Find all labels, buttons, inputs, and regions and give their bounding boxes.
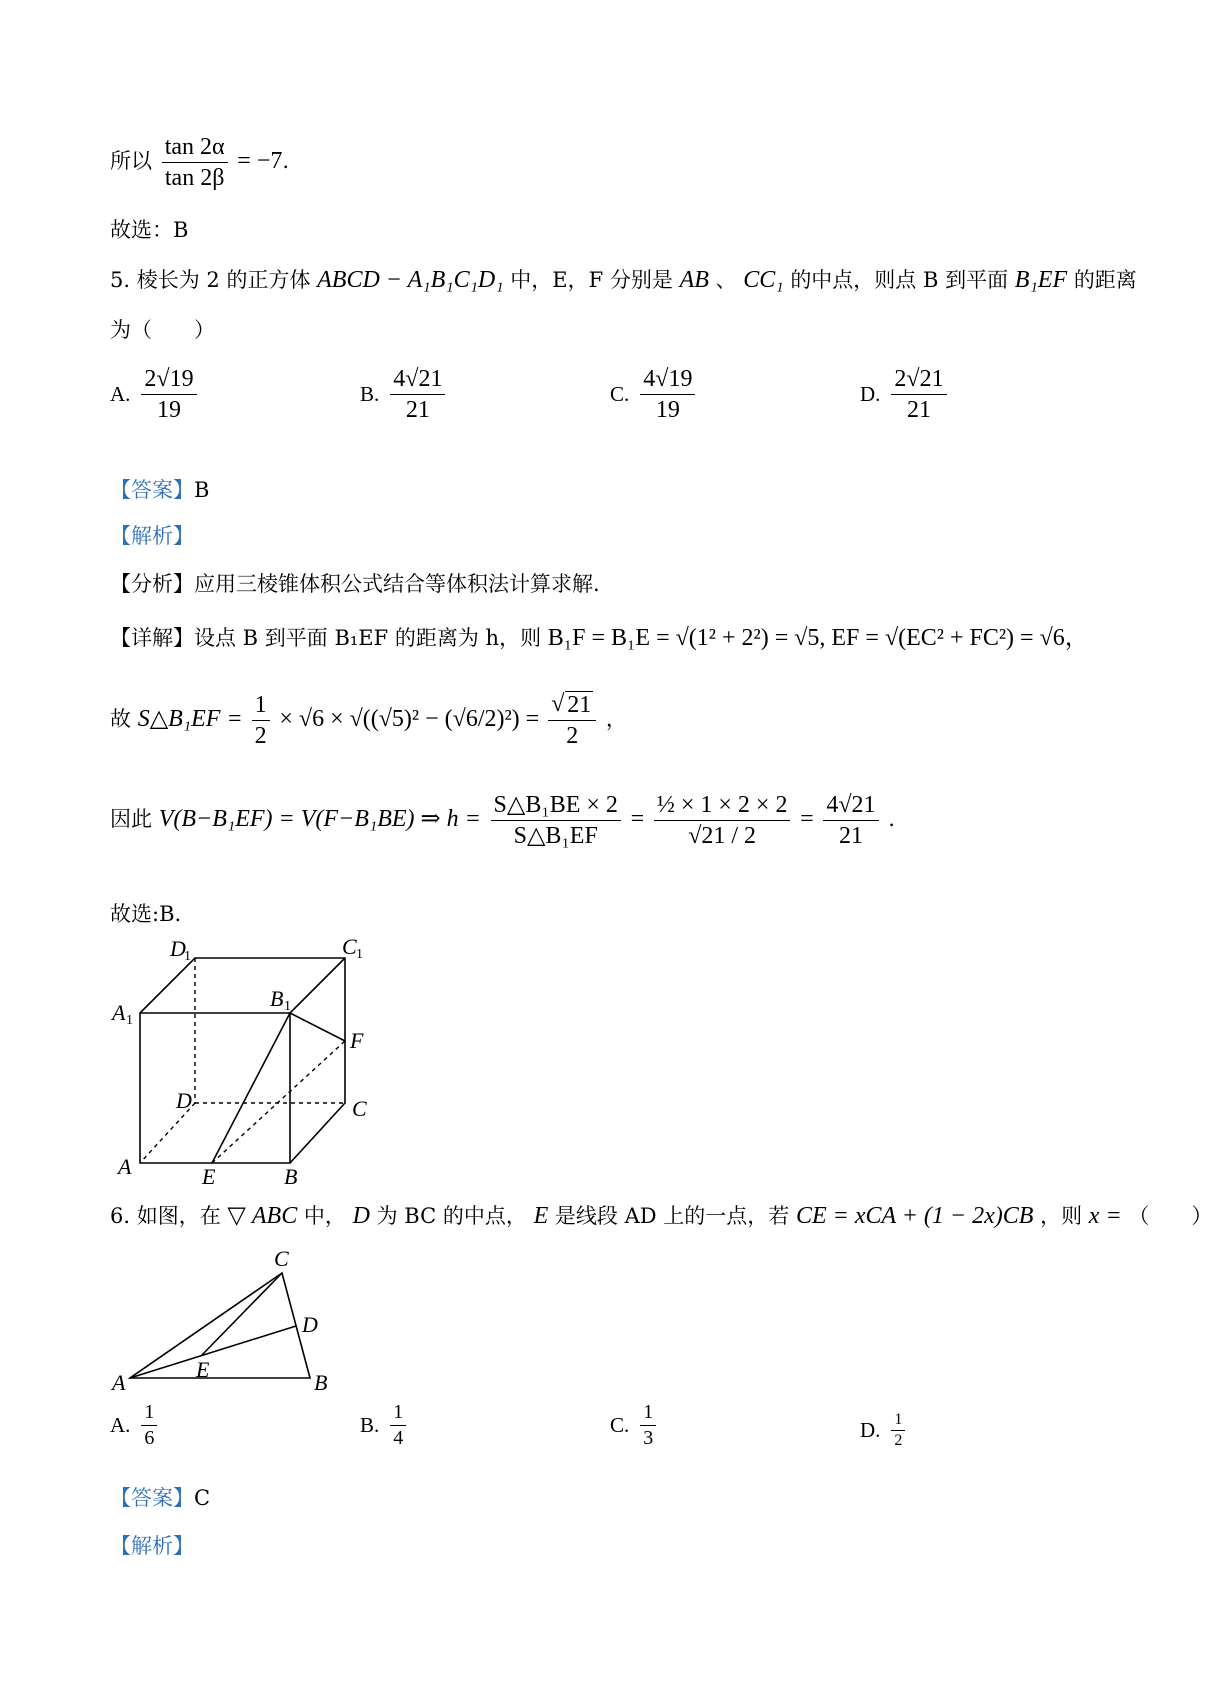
q5-volume-equation: 因此 V(B−B₁EF) = V(F−B₁BE) ⇒ h = $\frac{\text{S△B₁BE × 2}}{\text{S△B₁EF}}$ = $\frac{\text{½ × 1 × 2 × 2}}{√21 / 2}$ = $\frac{4√21}{21}$ .: [110, 792, 895, 849]
q6-answer-line: 【答案】C: [110, 1486, 211, 1510]
svg-text:1: 1: [284, 999, 291, 1014]
q6-option-c[interactable]: C. $\frac{1}{3}$: [610, 1400, 659, 1451]
label-e: E: [202, 1164, 216, 1189]
svg-text:1: 1: [356, 947, 363, 962]
q5-option-d[interactable]: D. $\frac{2√21}{21}$: [860, 364, 950, 425]
label-b: B: [284, 1164, 298, 1189]
q6-option-a[interactable]: A. $\frac{1}{6}$: [110, 1400, 160, 1451]
label-d1: D: [170, 936, 186, 961]
q6-option-d[interactable]: D. $\frac{1}{2}$: [860, 1410, 908, 1451]
q5-option-c[interactable]: C. $\frac{4√19}{19}$: [610, 364, 698, 425]
label-c: C: [352, 1096, 367, 1121]
prev-result-line: 所以 $\frac{\tan 2\alpha}{\tan 2\beta}$ = −7.: [110, 134, 290, 191]
tri-label-c: C: [274, 1246, 289, 1271]
q5-detail-line: 【详解】设点 B 到平面 B₁EF 的距离为 h，则 B₁F = B₁E = √(1² + 2²) = √5, EF = √(EC² + FC²) = √6，: [110, 625, 1089, 651]
q6-option-b[interactable]: B. $\frac{1}{4}$: [360, 1400, 409, 1451]
q5-option-a[interactable]: A. $\frac{2√19}{19}$: [110, 364, 200, 425]
q5-answer-line: 【答案】B: [110, 478, 210, 502]
tri-label-e: E: [196, 1357, 210, 1382]
q5-choose-line: 故选:B.: [110, 902, 182, 926]
triangle-abc: [130, 1273, 310, 1378]
q5-analysis-tag: 【解析】: [110, 524, 194, 548]
hidden-segment-ef: [212, 1041, 345, 1163]
cube-front-face: [140, 1013, 290, 1163]
triangle-figure: [110, 1248, 360, 1398]
svg-text:1: 1: [184, 949, 191, 964]
svg-text:1: 1: [126, 1013, 133, 1028]
cube-edge-b1c1: [290, 958, 345, 1013]
q5-stem-line1: 5. 棱长为 2 的正方体 ABCD − A₁B₁C₁D₁ 中，E，F 分别是 AB 、 CC₁ 的中点，则点 B 到平面 B₁EF 的距离: [110, 267, 1137, 293]
segment-b1f: [290, 1013, 345, 1041]
tan-ratio-fraction: $\frac{\tan 2\alpha}{\tan 2\beta}$: [162, 132, 228, 193]
label-a1: A: [112, 1000, 126, 1025]
q5-fenxi-line: 【分析】应用三棱锥体积公式结合等体积法计算求解.: [110, 572, 600, 596]
q6-stem-line: 6. 如图，在 ▽ ABC 中， D 为 BC 的中点， E 是线段 AD 上的一点，若 CE = xCA + (1 − 2x)CB ，则 x = （ ）: [110, 1203, 1212, 1229]
segment-b1e: [212, 1013, 290, 1163]
tri-label-a: A: [112, 1370, 126, 1395]
q5-area-equation: 故 S△B₁EF = $\frac{1}{2}$ × √6 × √((√5)² − (√6/2)²) = √ $\frac{21}{2}$ ，: [110, 690, 627, 751]
q5-option-b[interactable]: B. $\frac{4√21}{21}$: [360, 364, 448, 425]
label-b1: B: [270, 986, 284, 1011]
label-c1: C: [342, 934, 357, 959]
median-ad: [130, 1326, 296, 1378]
label-f: F: [350, 1028, 364, 1053]
label-d: D: [176, 1088, 192, 1113]
tri-label-b: B: [314, 1370, 328, 1395]
q5-stem-line2: 为（ ）: [110, 318, 215, 342]
cube-figure: [110, 934, 380, 1189]
q6-analysis-tag: 【解析】: [110, 1534, 194, 1558]
label-a: A: [118, 1154, 132, 1179]
tri-label-d: D: [302, 1312, 318, 1337]
prev-answer-line: 故选：B: [110, 218, 189, 242]
